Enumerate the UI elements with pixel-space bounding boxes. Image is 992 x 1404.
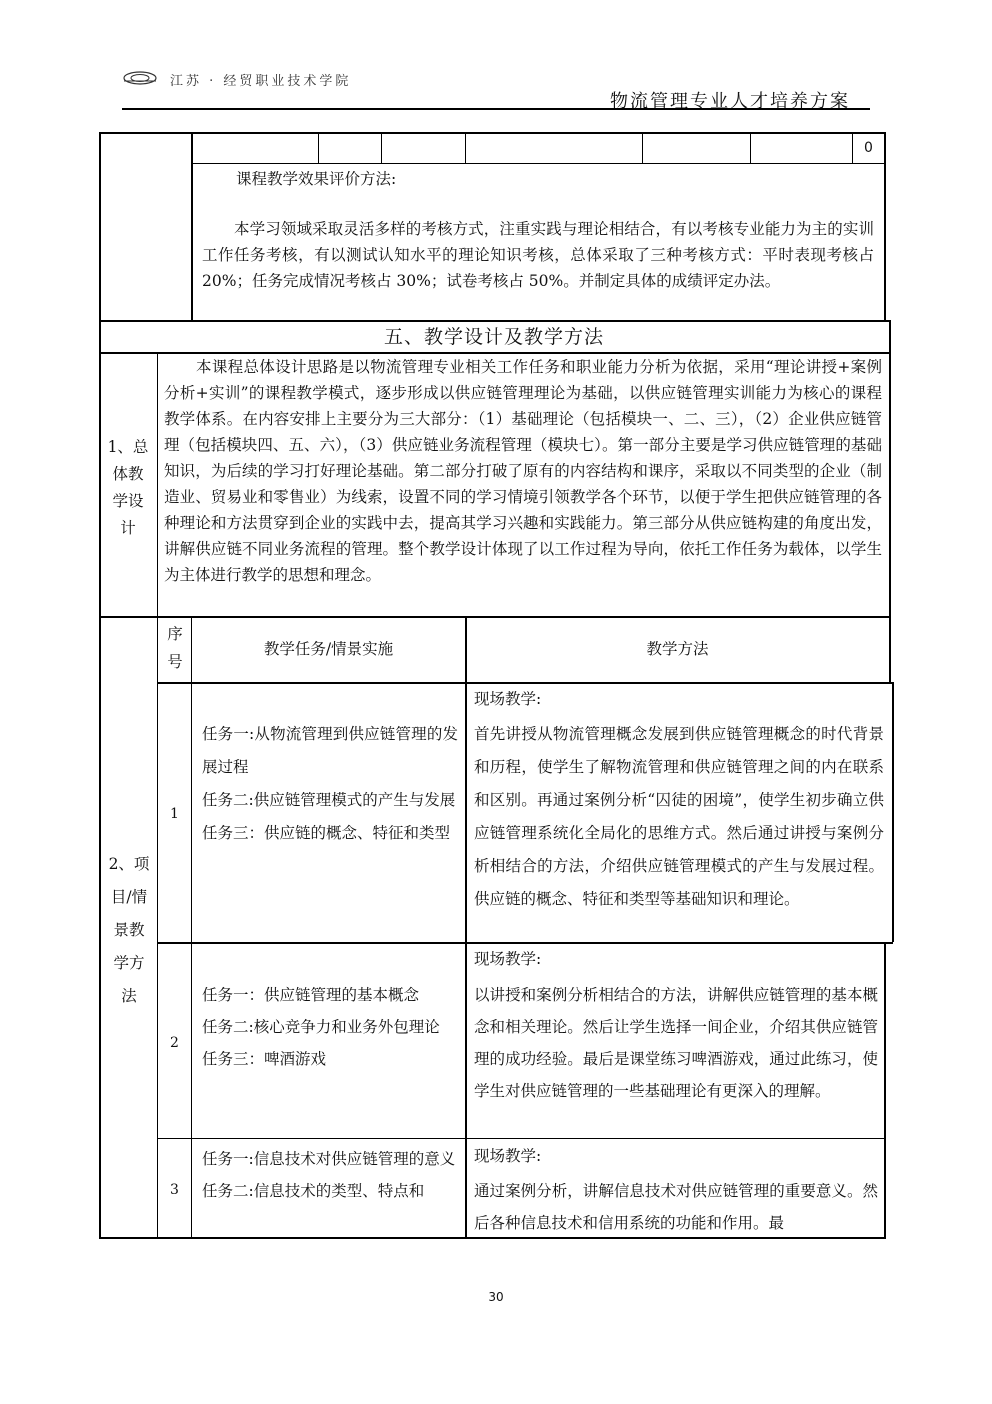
row-tasks: 任务一:从物流管理到供应链管理的发展过程 任务二:供应链管理模式的产生与发展 任务三：供应链的概念、特征和类型 (202, 725, 458, 842)
section-title: 五、教学设计及教学方法 (383, 326, 604, 348)
top-row-divider (852, 132, 853, 163)
col-header-method: 教学方法 (646, 640, 709, 658)
page-number: 30 (488, 1290, 504, 1304)
task-col-divider (465, 616, 467, 1238)
row-method-title: 现场教学: (474, 950, 542, 968)
top-row-divider (750, 132, 751, 163)
col-divider-top (191, 132, 193, 320)
evaluation-body: 本学习领域采取灵活多样的考核方式，注重实践与理论相结合，有以考核专业能力为主的实训工作任务考核，有以测试认知水平的理论知识考核，总体采取了三种考核方式：平时表现考核占 20%；任务完成情况考核占 30%；试卷考核占 50%。并制定具体的成绩评定办法。 (202, 220, 874, 290)
table-right-border-bottom (884, 942, 886, 1238)
row-number: 2 (170, 1035, 179, 1051)
school-logo (122, 70, 158, 86)
label-col-divider (157, 352, 158, 1238)
table-right-border-mid (889, 320, 891, 682)
methods-header-bottom (157, 682, 893, 684)
top-row-divider (381, 132, 382, 163)
table-left-border (99, 132, 101, 1238)
table-top-border (99, 132, 886, 134)
row1-bottom (157, 942, 893, 944)
row-method: 以讲授和案例分析相结合的方法，讲解供应链管理的基本概念和相关理论。然后让学生选择一间企业，介绍其供应链管理的成功经验。最后是课堂练习啤酒游戏，通过此练习，使学生对供应链管理的一些基础理论有更深入的理解。 (474, 986, 878, 1100)
header-rule (122, 108, 870, 110)
overall-row-bottom (99, 616, 891, 618)
col-header-task: 教学任务/情景实施 (263, 640, 394, 658)
top-row-divider (642, 132, 643, 163)
col-header-no: 序号 (167, 625, 183, 671)
row2-bottom (157, 1138, 885, 1139)
row-tasks: 任务一:信息技术对供应链管理的意义 任务二:信息技术的类型、特点和 (202, 1150, 456, 1200)
row-number: 3 (170, 1182, 179, 1198)
row-method: 首先讲授从物流管理概念发展到供应链管理概念的时代背景和历程，使学生了解物流管理和供应链管理之间的内在联系和区别。再通过案例分析“囚徒的困境”，使学生初步确立供应链管理系统化全局化的思维方式。然后通过讲授与案例分析相结合的方法，介绍供应链管理模式的产生与发展过程。供应链的概念、特征和类型等基础知识和理论。 (474, 725, 884, 908)
table-right-border-row1 (892, 682, 894, 942)
overall-design-body: 本课程总体设计思路是以物流管理专业相关工作任务和职业能力分析为依据，采用“理论讲授+案例分析+实训”的课程教学模式，逐步形成以供应链管理理论为基础，以供应链管理实训能力为核心的课程教学体系。在内容安排上主要分为三大部分：（1）基础理论（包括模块一、二、三），（2）企业供应链管理（包括模块四、五、六），（3）供应链业务流程管理（模块七）。第一部分主要是学习供应链管理的基础知识，为后续的学习打好理论基础。第二部分打破了原有的内容结构和课序，采取以不同类型的企业（制造业、贸易业和零售业）为线索，设置不同的学习情境引领教学各个环节，以便于学生把供应链管理的各种理论和方法贯穿到企业的实践中去，提高其学习兴趣和实践能力。第三部分从供应链构建的角度出发，讲解供应链不同业务流程的管理。整个教学设计体现了以工作过程为导向，依托工作任务为载体，以学生为主体进行教学的思想和理念。 (164, 358, 882, 584)
overall-design-label: 1、总体教学设计 (107, 438, 149, 537)
evaluation-heading: 课程教学效果评价方法: (236, 170, 397, 188)
row-method-title: 现场教学: (474, 690, 542, 708)
methods-label: 2、项目/情景教学方法 (108, 855, 150, 1005)
top-row-bottom (191, 163, 885, 164)
top-row-divider (318, 132, 319, 163)
row-number: 1 (170, 806, 179, 822)
row-tasks: 任务一：供应链管理的基本概念 任务二:核心竞争力和业务外包理论 任务三：啤酒游戏 (202, 986, 440, 1068)
document-title: 物流管理专业人才培养方案 (610, 91, 850, 112)
top-row-value: 0 (864, 140, 873, 156)
table-right-border-top (884, 132, 886, 320)
no-col-divider (191, 616, 192, 1238)
top-row-divider (465, 132, 466, 163)
school-name: 江苏 · 经贸职业技术学院 (170, 74, 352, 89)
row-method: 通过案例分析，讲解信息技术对供应链管理的重要意义。然后各种信息技术和信用系统的功能和作用。最 (474, 1182, 878, 1232)
row-method-title: 现场教学: (474, 1147, 542, 1165)
